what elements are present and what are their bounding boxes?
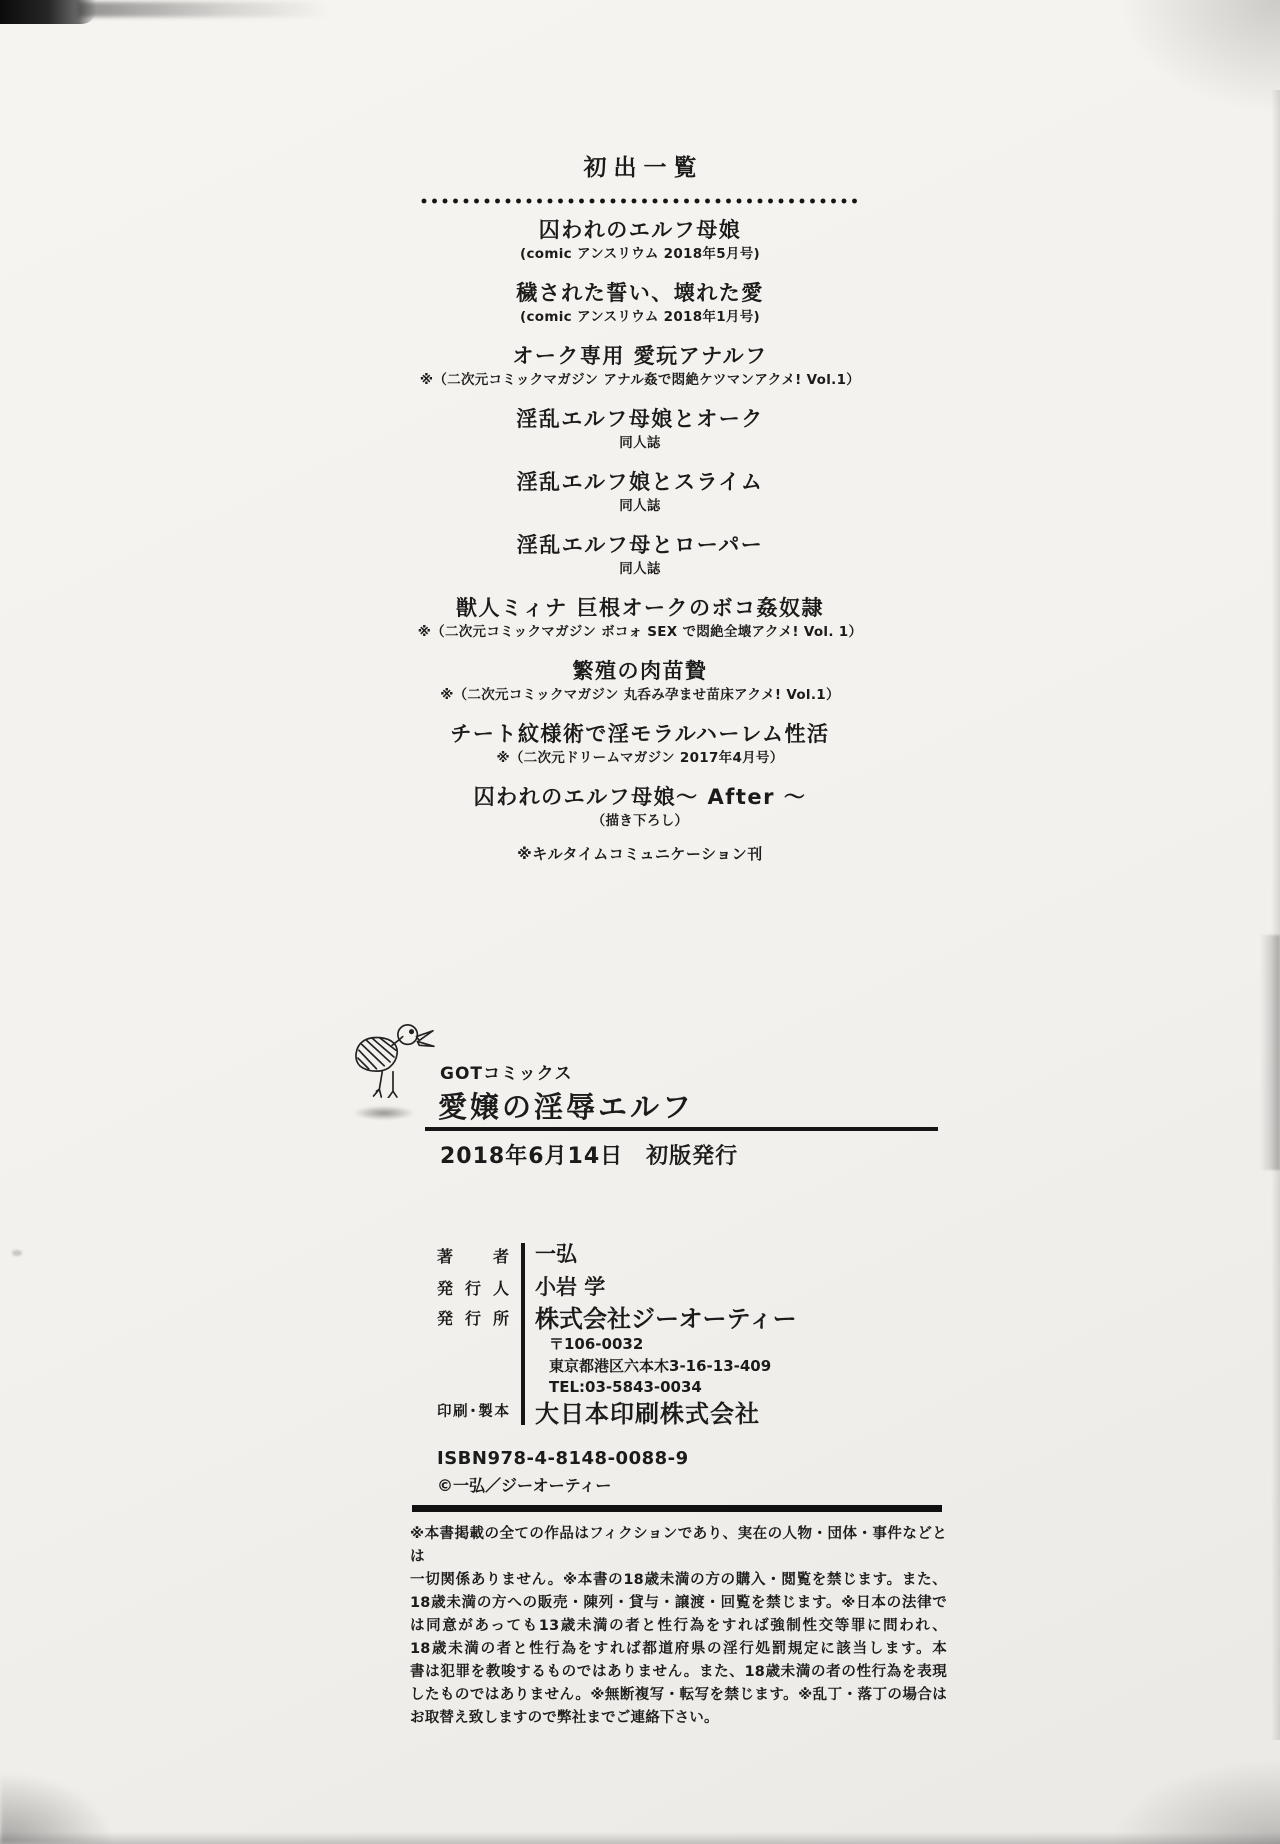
work-entry <box>300 595 980 658</box>
scan-artifact-bottom-right <box>1110 1759 1280 1844</box>
publisher-note: ※キルタイムコミュニケーション刊 <box>517 845 763 863</box>
scan-artifact-top-streak <box>78 2 328 17</box>
bird-doodle-illustration <box>349 1020 437 1098</box>
disclaimer-line: お取替え致しますので弊社までご連絡下さい。 <box>410 1710 719 1726</box>
scan-artifact-speck <box>12 1250 22 1256</box>
work-entry <box>300 280 980 343</box>
work-source: ※（二次元ドリームマガジン 2017年4月号） <box>496 750 784 766</box>
postal-code: 〒106-0032 <box>549 1335 644 1353</box>
title-rule <box>425 1127 938 1131</box>
work-entry <box>300 406 980 469</box>
work-entry <box>300 343 980 406</box>
work-source: ※（二次元コミックマガジン アナル姦で悶絶ケツマンアクメ! Vol.1） <box>419 372 861 388</box>
copyright-text: ©一弘／ジーオーティー <box>437 1476 612 1495</box>
scan-artifact-bottom-left <box>0 1772 115 1844</box>
disclaimer-line: したものではありません。※無断複写・転写を禁じます。※乱丁・落丁の場合は <box>410 1687 947 1703</box>
scan-artifact-right-edge <box>1271 90 1280 1740</box>
work-entry <box>300 532 980 595</box>
book-title: 愛嬢の淫辱エルフ <box>438 1090 695 1124</box>
scan-artifact-right-smudge <box>1260 935 1280 1170</box>
work-entry <box>300 721 980 784</box>
publisher-address <box>549 1334 771 1399</box>
work-title: 淫乱エルフ母とローパー <box>516 533 764 557</box>
work-entry <box>300 469 980 532</box>
printer-label: 印刷･製本 <box>437 1404 509 1420</box>
isbn-text: ISBN978-4-8148-0088-9 <box>437 1448 689 1469</box>
disclaimer-line: は同意があっても13歳未満の者と性行為をすれば強制性交等罪に問われ、 <box>410 1618 947 1634</box>
author-label: 著 者 <box>437 1247 509 1266</box>
work-entry <box>300 658 980 721</box>
street-address: 東京都港区六本木3-16-13-409 <box>549 1356 772 1375</box>
disclaimer-line: 18歳未満の方への販売・陳列・貸与・譲渡・回覧を禁じます。※日本の法律で <box>410 1595 947 1611</box>
first-publication-list <box>300 217 980 847</box>
bird-shadow <box>354 1106 414 1120</box>
disclaimer-line: 一切関係ありません。※本書の18歳未満の方の購入・閲覧を禁じます。また、 <box>410 1572 947 1588</box>
disclaimer-line: 18歳未満の者と性行為をすれば都道府県の淫行処罰規定に該当します。本 <box>410 1641 947 1657</box>
disclaimer-divider-bar <box>412 1505 942 1512</box>
scan-artifact-bottom-edge <box>0 1832 1280 1844</box>
work-source: (comic アンスリウム 2018年5月号) <box>520 246 760 262</box>
work-title: 囚われのエルフ母娘 <box>538 218 742 242</box>
edition-date: 2018年6月14日 初版発行 <box>440 1144 739 1169</box>
work-title: 繁殖の肉苗贄 <box>572 659 708 683</box>
publisher-person-name: 小岩 学 <box>535 1275 606 1299</box>
work-entry <box>300 217 980 280</box>
first-publication-heading: 初出一覧 <box>583 155 704 181</box>
printer-name: 大日本印刷株式会社 <box>535 1400 760 1428</box>
author-name: 一弘 <box>535 1242 577 1266</box>
work-entry <box>300 784 980 847</box>
work-title: 淫乱エルフ娘とスライム <box>516 470 764 494</box>
work-source: 同人誌 <box>619 561 661 577</box>
work-source: ※（二次元コミックマガジン 丸呑み孕ませ苗床アクメ! Vol.1） <box>440 687 840 703</box>
imprint-label: GOTコミックス <box>440 1064 573 1084</box>
work-source: 同人誌 <box>619 435 661 451</box>
scan-artifact-top-left <box>0 0 96 24</box>
work-title: オーク専用 愛玩アナルフ <box>512 344 768 368</box>
work-title: チート紋様術で淫モラルハーレム性活 <box>450 722 830 746</box>
work-title: 穢された誓い、壊れた愛 <box>516 281 764 305</box>
disclaimer-line: ※本書掲載の全ての作品はフィクションであり、実在の人物・団体・事件などとは <box>410 1526 947 1565</box>
telephone: TEL:03-5843-0034 <box>549 1378 702 1396</box>
work-source: ※（二次元コミックマガジン ボコォ SEX で悶絶全壊アクメ! Vol. 1） <box>417 624 863 640</box>
work-source: 同人誌 <box>619 498 661 514</box>
work-title: 囚われのエルフ母娘～ After ～ <box>473 785 807 809</box>
publisher-person-label: 発 行 人 <box>437 1279 509 1298</box>
disclaimer-line: 書は犯罪を教唆するものではありません。また、18歳未満の者の性行為を表現 <box>410 1664 947 1680</box>
publisher-label: 発 行 所 <box>437 1309 509 1328</box>
disclaimer-text <box>410 1523 947 1730</box>
dotted-divider <box>420 197 861 205</box>
scan-artifact-top-right <box>1120 0 1280 115</box>
colophon-divider-bar <box>521 1243 525 1425</box>
work-title: 獣人ミィナ 巨根オークのボコ姦奴隷 <box>456 596 824 620</box>
work-title: 淫乱エルフ母娘とオーク <box>516 407 764 431</box>
work-source: (comic アンスリウム 2018年1月号) <box>520 309 760 325</box>
publisher-name: 株式会社ジーオーティー <box>535 1305 797 1333</box>
work-source: （描き下ろし） <box>591 813 689 829</box>
